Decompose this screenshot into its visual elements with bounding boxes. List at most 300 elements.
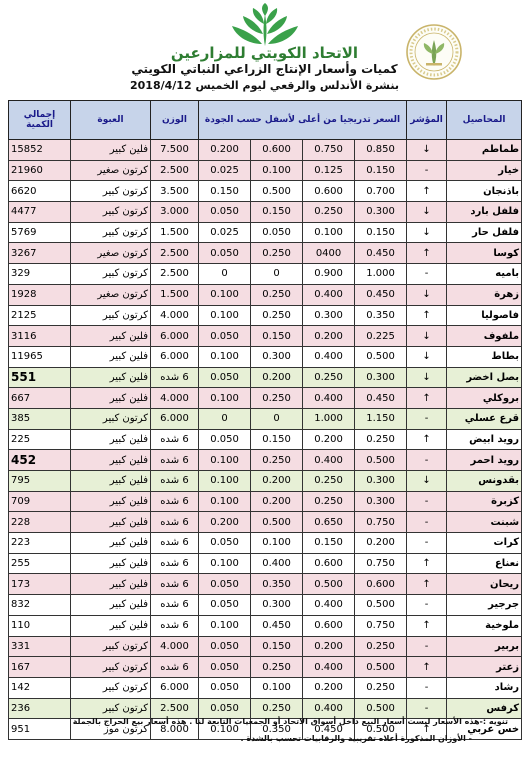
- table-body: [9, 140, 522, 740]
- table-row: [9, 202, 522, 223]
- packaging: فلين كبير: [71, 553, 151, 574]
- price-grade-1: 0.750: [355, 615, 407, 636]
- price-grade-2: 0.300: [303, 305, 355, 326]
- product-name: كوسا: [447, 243, 522, 264]
- price-grade-3: 0.250: [251, 657, 303, 678]
- price-grade-4: 0.100: [199, 388, 251, 409]
- price-grade-3: 0.300: [251, 346, 303, 367]
- weight: 6 شده: [151, 450, 199, 471]
- trend-indicator: ↑: [407, 181, 447, 202]
- table-row: [9, 615, 522, 636]
- table-row: [9, 574, 522, 595]
- price-grade-3: 0.150: [251, 326, 303, 347]
- bulletin-date: 2018/4/12: [129, 79, 192, 92]
- price-grade-4: 0.100: [199, 284, 251, 305]
- weight: 8.000: [151, 719, 199, 740]
- table-row: [9, 243, 522, 264]
- price-grade-3: 0.050: [251, 222, 303, 243]
- price-grade-2: 0.200: [303, 677, 355, 698]
- total-quantity: 173: [9, 574, 71, 595]
- price-grade-2: 0.400: [303, 388, 355, 409]
- table-row: [9, 181, 522, 202]
- product-name: فلفل بارد: [447, 202, 522, 223]
- product-name: نعناع: [447, 553, 522, 574]
- product-name: رشاد: [447, 677, 522, 698]
- packaging: كرتون موز: [71, 719, 151, 740]
- price-grade-3: 0.250: [251, 388, 303, 409]
- price-grade-2: 0.600: [303, 615, 355, 636]
- total-quantity: 1928: [9, 284, 71, 305]
- price-grade-3: 0.300: [251, 595, 303, 616]
- trend-indicator: ↓: [407, 346, 447, 367]
- price-grade-3: 0.150: [251, 202, 303, 223]
- trend-indicator: ↑: [407, 574, 447, 595]
- packaging: فلين كبير: [71, 595, 151, 616]
- price-grade-3: 0.500: [251, 181, 303, 202]
- product-name: خيار: [447, 160, 522, 181]
- price-grade-1: 0.500: [355, 595, 407, 616]
- price-grade-1: 0.300: [355, 367, 407, 388]
- table-row: [9, 636, 522, 657]
- total-quantity: 21960: [9, 160, 71, 181]
- price-grade-1: 0.250: [355, 677, 407, 698]
- packaging: فلين كبير: [71, 471, 151, 492]
- product-name: بربير: [447, 636, 522, 657]
- price-grade-1: 0.450: [355, 284, 407, 305]
- price-grade-3: 0.100: [251, 160, 303, 181]
- price-grade-4: 0.100: [199, 719, 251, 740]
- product-name: جرجير: [447, 595, 522, 616]
- weight: 6 شده: [151, 491, 199, 512]
- green-plant-logo-icon: [226, 2, 304, 48]
- table-row: [9, 450, 522, 471]
- price-grade-2: 0.200: [303, 326, 355, 347]
- table-row: [9, 264, 522, 285]
- table-row: [9, 388, 522, 409]
- price-grade-3: 0.100: [251, 677, 303, 698]
- total-quantity: 11965: [9, 346, 71, 367]
- product-name: قرع عسلي: [447, 408, 522, 429]
- trend-indicator: ↑: [407, 305, 447, 326]
- note-disclaimer: تنويه :-هذه الأسعار ليست أسعار البيع داخل أسواق الاتحاد أو الجمعيات التابعة لنا . هذه أسعار بيع الحراج بالجملة: [72, 717, 508, 726]
- price-grade-1: 0.250: [355, 429, 407, 450]
- weight: 6.000: [151, 408, 199, 429]
- price-grade-3: 0.250: [251, 698, 303, 719]
- bulletin-subtitle: [0, 79, 529, 92]
- price-grade-3: 0.250: [251, 450, 303, 471]
- price-grade-1: 0.150: [355, 222, 407, 243]
- page-header: [0, 0, 529, 100]
- price-grade-1: 0.250: [355, 636, 407, 657]
- price-grade-2: 0.450: [303, 719, 355, 740]
- weight: 2.500: [151, 160, 199, 181]
- table-row: [9, 553, 522, 574]
- weight: 7.500: [151, 140, 199, 161]
- price-grade-2: 0.400: [303, 595, 355, 616]
- total-quantity: 236: [9, 698, 71, 719]
- weight: 6.000: [151, 677, 199, 698]
- price-grade-3: 0.100: [251, 533, 303, 554]
- table-row: [9, 698, 522, 719]
- packaging: فلين كبير: [71, 140, 151, 161]
- price-grade-3: 0.350: [251, 574, 303, 595]
- total-quantity: 255: [9, 553, 71, 574]
- price-grade-4: 0.050: [199, 677, 251, 698]
- packaging: كرتون كبير: [71, 698, 151, 719]
- weight: 6 شده: [151, 595, 199, 616]
- trend-indicator: ↑: [407, 553, 447, 574]
- table-row: [9, 491, 522, 512]
- packaging: فلين كبير: [71, 533, 151, 554]
- trend-indicator: ↑: [407, 388, 447, 409]
- note-weights: - الأوزان المذكورة أعلاه تقريبية والرقابيات تحسب بالشدة .: [240, 734, 472, 743]
- price-grade-4: 0.100: [199, 615, 251, 636]
- price-grade-1: 0.225: [355, 326, 407, 347]
- header-packaging: العبوة: [71, 101, 151, 140]
- product-name: بقدونس: [447, 471, 522, 492]
- weight: 3.000: [151, 202, 199, 223]
- price-grade-3: 0.600: [251, 140, 303, 161]
- total-quantity: 6620: [9, 181, 71, 202]
- weight: 2.500: [151, 698, 199, 719]
- price-grade-2: 0.400: [303, 657, 355, 678]
- price-grade-3: 0.200: [251, 471, 303, 492]
- weight: 2.500: [151, 264, 199, 285]
- price-grade-1: 0.750: [355, 512, 407, 533]
- header-total: إجمالي الكمية: [9, 101, 71, 140]
- price-grade-4: 0.200: [199, 140, 251, 161]
- trend-indicator: ↑: [407, 657, 447, 678]
- table-row: [9, 160, 522, 181]
- table-row: [9, 471, 522, 492]
- price-grade-1: 0.450: [355, 243, 407, 264]
- weight: 1.500: [151, 284, 199, 305]
- total-quantity: 832: [9, 595, 71, 616]
- price-grade-4: 0.200: [199, 512, 251, 533]
- price-grade-2: 0.400: [303, 346, 355, 367]
- total-quantity: 385: [9, 408, 71, 429]
- trend-indicator: ↓: [407, 222, 447, 243]
- table-row: [9, 408, 522, 429]
- packaging: فلين كبير: [71, 346, 151, 367]
- total-quantity: 329: [9, 264, 71, 285]
- trend-indicator: -: [407, 595, 447, 616]
- price-grade-4: 0.050: [199, 367, 251, 388]
- table-header-row: [9, 101, 522, 140]
- price-grade-4: 0.050: [199, 326, 251, 347]
- packaging: كرتون كبير: [71, 408, 151, 429]
- product-name: زعتر: [447, 657, 522, 678]
- price-grade-3: 0.150: [251, 636, 303, 657]
- product-name: خس عربي: [447, 719, 522, 740]
- price-grade-1: 0.200: [355, 533, 407, 554]
- trend-indicator: -: [407, 408, 447, 429]
- table-row: [9, 367, 522, 388]
- price-grade-1: 0.600: [355, 574, 407, 595]
- header-indicator: المؤشر: [407, 101, 447, 140]
- price-grade-3: 0.450: [251, 615, 303, 636]
- price-grade-2: 0.200: [303, 429, 355, 450]
- price-grade-2: 0.100: [303, 222, 355, 243]
- packaging: فلين كبير: [71, 615, 151, 636]
- price-grade-1: 1.150: [355, 408, 407, 429]
- trend-indicator: -: [407, 160, 447, 181]
- trend-indicator: ↓: [407, 202, 447, 223]
- trend-indicator: -: [407, 533, 447, 554]
- product-name: باذنجان: [447, 181, 522, 202]
- price-grade-4: 0: [199, 408, 251, 429]
- product-name: فلفل حار: [447, 222, 522, 243]
- weight: 6.000: [151, 326, 199, 347]
- trend-indicator: -: [407, 512, 447, 533]
- total-quantity: 167: [9, 657, 71, 678]
- weight: 6 شده: [151, 429, 199, 450]
- price-grade-4: 0.050: [199, 429, 251, 450]
- weight: 6 شده: [151, 553, 199, 574]
- price-grade-1: 0.500: [355, 719, 407, 740]
- packaging: كرتون كبير: [71, 264, 151, 285]
- total-quantity: 3116: [9, 326, 71, 347]
- weight: 6 شده: [151, 367, 199, 388]
- weight: 6 شده: [151, 615, 199, 636]
- price-grade-2: 0.900: [303, 264, 355, 285]
- price-grade-4: 0.050: [199, 698, 251, 719]
- price-grade-2: 0.400: [303, 450, 355, 471]
- product-name: باميه: [447, 264, 522, 285]
- weight: 4.000: [151, 305, 199, 326]
- product-name: كرات: [447, 533, 522, 554]
- table-row: [9, 305, 522, 326]
- trend-indicator: -: [407, 698, 447, 719]
- price-grade-4: 0.050: [199, 533, 251, 554]
- product-name: رويد ابيض: [447, 429, 522, 450]
- price-grade-2: 0.250: [303, 471, 355, 492]
- price-grade-1: 0.500: [355, 346, 407, 367]
- trend-indicator: ↓: [407, 326, 447, 347]
- packaging: كرتون صغير: [71, 160, 151, 181]
- product-name: ريحان: [447, 574, 522, 595]
- price-grade-1: 0.300: [355, 202, 407, 223]
- table-row: [9, 326, 522, 347]
- price-grade-4: 0.025: [199, 222, 251, 243]
- total-quantity: 3267: [9, 243, 71, 264]
- product-name: بصل اخضر: [447, 367, 522, 388]
- price-grade-4: 0.025: [199, 160, 251, 181]
- price-grade-4: 0.050: [199, 243, 251, 264]
- total-quantity: 15852: [9, 140, 71, 161]
- trend-indicator: ↑: [407, 719, 447, 740]
- weight: 6 شده: [151, 574, 199, 595]
- trend-indicator: -: [407, 491, 447, 512]
- table-row: [9, 429, 522, 450]
- price-grade-2: 0.200: [303, 636, 355, 657]
- price-grade-4: 0.100: [199, 471, 251, 492]
- price-grade-2: 0.750: [303, 140, 355, 161]
- trend-indicator: -: [407, 450, 447, 471]
- packaging: كرتون كبير: [71, 636, 151, 657]
- price-grade-3: 0.500: [251, 512, 303, 533]
- price-grade-3: 0: [251, 408, 303, 429]
- price-grade-2: 0.600: [303, 553, 355, 574]
- price-grade-3: 0.150: [251, 429, 303, 450]
- weight: 3.500: [151, 181, 199, 202]
- total-quantity: 225: [9, 429, 71, 450]
- price-grade-3: 0: [251, 264, 303, 285]
- weight: 6 شده: [151, 657, 199, 678]
- price-grade-2: 0400: [303, 243, 355, 264]
- total-quantity: 142: [9, 677, 71, 698]
- price-grade-3: 0.250: [251, 305, 303, 326]
- price-grade-4: 0.100: [199, 305, 251, 326]
- trend-indicator: ↓: [407, 284, 447, 305]
- packaging: كرتون كبير: [71, 202, 151, 223]
- total-quantity: 709: [9, 491, 71, 512]
- price-grade-2: 0.250: [303, 367, 355, 388]
- total-quantity: 4477: [9, 202, 71, 223]
- table-row: [9, 512, 522, 533]
- packaging: كرتون كبير: [71, 222, 151, 243]
- price-grade-3: 0.350: [251, 719, 303, 740]
- price-grade-4: 0.050: [199, 657, 251, 678]
- packaging: فلين كبير: [71, 326, 151, 347]
- price-grade-4: 0.100: [199, 553, 251, 574]
- total-quantity: 331: [9, 636, 71, 657]
- packaging: فلين كبير: [71, 574, 151, 595]
- price-grade-2: 1.000: [303, 408, 355, 429]
- price-grade-3: 0.400: [251, 553, 303, 574]
- table-row: [9, 595, 522, 616]
- packaging: كرتون كبير: [71, 677, 151, 698]
- price-grade-1: 0.500: [355, 657, 407, 678]
- weight: 6.000: [151, 346, 199, 367]
- price-grade-1: 0.350: [355, 305, 407, 326]
- packaging: فلين كبير: [71, 429, 151, 450]
- packaging: كرتون كبير: [71, 657, 151, 678]
- total-quantity: 551: [9, 367, 71, 388]
- total-quantity: 228: [9, 512, 71, 533]
- price-grade-3: 0.250: [251, 284, 303, 305]
- total-quantity: 452: [9, 450, 71, 471]
- price-grade-2: 0.500: [303, 574, 355, 595]
- price-grade-2: 0.650: [303, 512, 355, 533]
- total-quantity: 110: [9, 615, 71, 636]
- packaging: كرتون صغير: [71, 284, 151, 305]
- trend-indicator: -: [407, 677, 447, 698]
- product-name: ملوخية: [447, 615, 522, 636]
- trend-indicator: -: [407, 636, 447, 657]
- header-price: السعر تدريجيا من أعلى لأسفل حسب الجودة: [199, 101, 407, 140]
- packaging: فلين كبير: [71, 367, 151, 388]
- packaging: كرتون صغير: [71, 243, 151, 264]
- price-grade-4: 0.150: [199, 181, 251, 202]
- packaging: كرتون كبير: [71, 181, 151, 202]
- product-name: رويد احمر: [447, 450, 522, 471]
- price-grade-2: 0.150: [303, 533, 355, 554]
- table-row: [9, 657, 522, 678]
- trend-indicator: -: [407, 264, 447, 285]
- page-title: كميات وأسعار الإنتاج الزراعي النباتي الكويتي: [131, 62, 398, 76]
- trend-indicator: ↓: [407, 471, 447, 492]
- product-name: ملفوف: [447, 326, 522, 347]
- product-name: شبنت: [447, 512, 522, 533]
- price-grade-1: 0.750: [355, 553, 407, 574]
- price-grade-4: 0.050: [199, 595, 251, 616]
- product-name: فاصوليا: [447, 305, 522, 326]
- trend-indicator: ↑: [407, 243, 447, 264]
- price-grade-3: 0.250: [251, 243, 303, 264]
- product-name: طماطم: [447, 140, 522, 161]
- product-name: بروكلي: [447, 388, 522, 409]
- price-grade-4: 0.050: [199, 574, 251, 595]
- price-grade-2: 0.250: [303, 202, 355, 223]
- price-grade-4: 0.100: [199, 450, 251, 471]
- price-grade-1: 0.700: [355, 181, 407, 202]
- weight: 1.500: [151, 222, 199, 243]
- weight: 4.000: [151, 636, 199, 657]
- packaging: كرتون كبير: [71, 305, 151, 326]
- price-grade-4: 0.100: [199, 346, 251, 367]
- weight: 6 شده: [151, 471, 199, 492]
- table-row: [9, 533, 522, 554]
- packaging: فلين كبير: [71, 450, 151, 471]
- trend-indicator: ↑: [407, 429, 447, 450]
- weight: 6 شده: [151, 533, 199, 554]
- price-grade-2: 0.400: [303, 698, 355, 719]
- trend-indicator: ↑: [407, 615, 447, 636]
- weight: 6 شده: [151, 512, 199, 533]
- total-quantity: 223: [9, 533, 71, 554]
- price-grade-1: 0.300: [355, 491, 407, 512]
- price-grade-4: 0.050: [199, 202, 251, 223]
- price-grade-2: 0.400: [303, 284, 355, 305]
- total-quantity: 667: [9, 388, 71, 409]
- subtitle-text: بنشرة الأندلس والرقعي ليوم الخميس: [195, 79, 399, 92]
- price-grade-4: 0.050: [199, 636, 251, 657]
- product-name: كزبرة: [447, 491, 522, 512]
- packaging: فلين كبير: [71, 388, 151, 409]
- price-grade-1: 1.000: [355, 264, 407, 285]
- product-name: بطاط: [447, 346, 522, 367]
- total-quantity: 795: [9, 471, 71, 492]
- weight: 4.000: [151, 388, 199, 409]
- table-row: [9, 346, 522, 367]
- price-grade-4: 0: [199, 264, 251, 285]
- product-name: كرفس: [447, 698, 522, 719]
- table-row: [9, 222, 522, 243]
- table-row: [9, 677, 522, 698]
- price-grade-2: 0.250: [303, 491, 355, 512]
- header-product: المحاصيل: [447, 101, 522, 140]
- table-row: [9, 284, 522, 305]
- trend-indicator: ↓: [407, 140, 447, 161]
- price-grade-3: 0.200: [251, 367, 303, 388]
- trend-indicator: ↓: [407, 367, 447, 388]
- price-grade-1: 0.850: [355, 140, 407, 161]
- price-grade-1: 0.150: [355, 160, 407, 181]
- price-grade-4: 0.100: [199, 491, 251, 512]
- price-grade-3: 0.200: [251, 491, 303, 512]
- packaging: فلين كبير: [71, 512, 151, 533]
- total-quantity: 5769: [9, 222, 71, 243]
- total-quantity: 2125: [9, 305, 71, 326]
- price-grade-1: 0.500: [355, 698, 407, 719]
- price-grade-2: 0.125: [303, 160, 355, 181]
- price-grade-2: 0.600: [303, 181, 355, 202]
- product-name: زهرة: [447, 284, 522, 305]
- price-grade-1: 0.450: [355, 388, 407, 409]
- total-quantity: 951: [9, 719, 71, 740]
- prices-table: [8, 100, 522, 740]
